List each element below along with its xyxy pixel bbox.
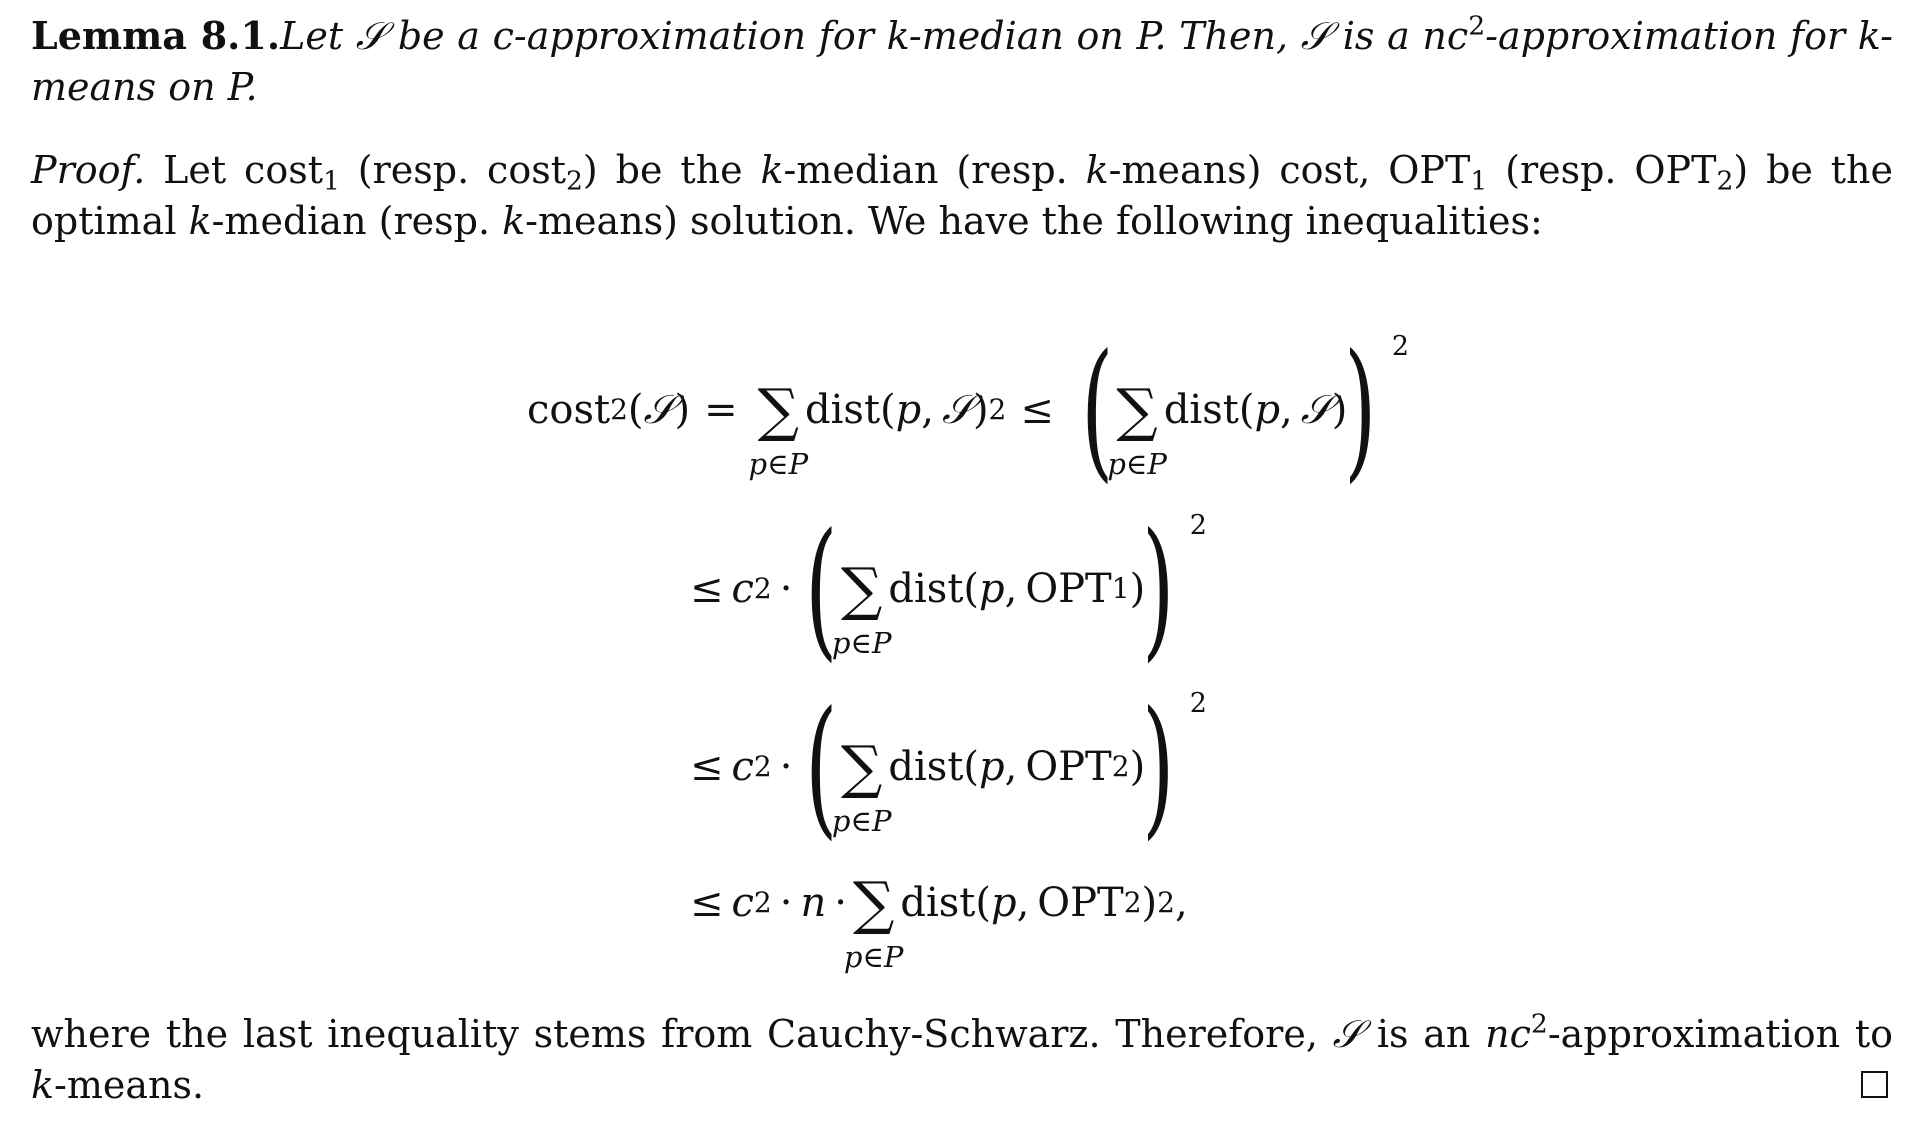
- equation-line-3: ≤ c 2 · ( ∑ p∈P dist ( p , OPT 2 ) ) 2: [690, 680, 1207, 854]
- equation-line-2: ≤ c 2 · ( ∑ p∈P dist ( p , OPT 1 ) ) 2: [690, 502, 1207, 676]
- summation: ∑ p∈P: [748, 376, 809, 481]
- proof-conclusion: where the last inequality stems from Cauchy-Schwarz. Therefore, 𝒮 is an $nc^2$-approximation to k-means.: [31, 1008, 1893, 1107]
- summation: ∑ p∈P: [1107, 376, 1167, 481]
- lemma-statement: Lemma 8.1.Let 𝒮 be a c-approximation for k-median on P. Then, 𝒮 is a $nc^2$-approximation for k-means on P.: [31, 10, 1893, 109]
- proof-label: Proof.: [31, 148, 146, 192]
- proof-intro: Proof. Let cost1 (resp. cost2) be the k-median (resp. k-means) cost, OPT1 (resp. OPT2) be the optimal k-median (resp. k-means) solution. We have the following inequalities:: [31, 148, 1894, 243]
- equation-line-1: cost 2 ( 𝒮 ) = ∑ p∈P dist ( p , 𝒮 ) 2 ≤ ( ∑ p∈P dist ( p , 𝒮 ) ) 2: [527, 323, 1410, 497]
- summation: ∑ p∈P: [843, 869, 904, 974]
- qed-box-icon: [1861, 1071, 1888, 1098]
- summation: ∑ p∈P: [831, 555, 892, 660]
- summation: ∑ p∈P: [831, 733, 892, 838]
- lemma-label: Lemma 8.1.: [31, 13, 281, 58]
- equation-line-4: ≤ c 2 · n · ∑ p∈P dist ( p , OPT 2 ) 2 ,: [690, 869, 1188, 974]
